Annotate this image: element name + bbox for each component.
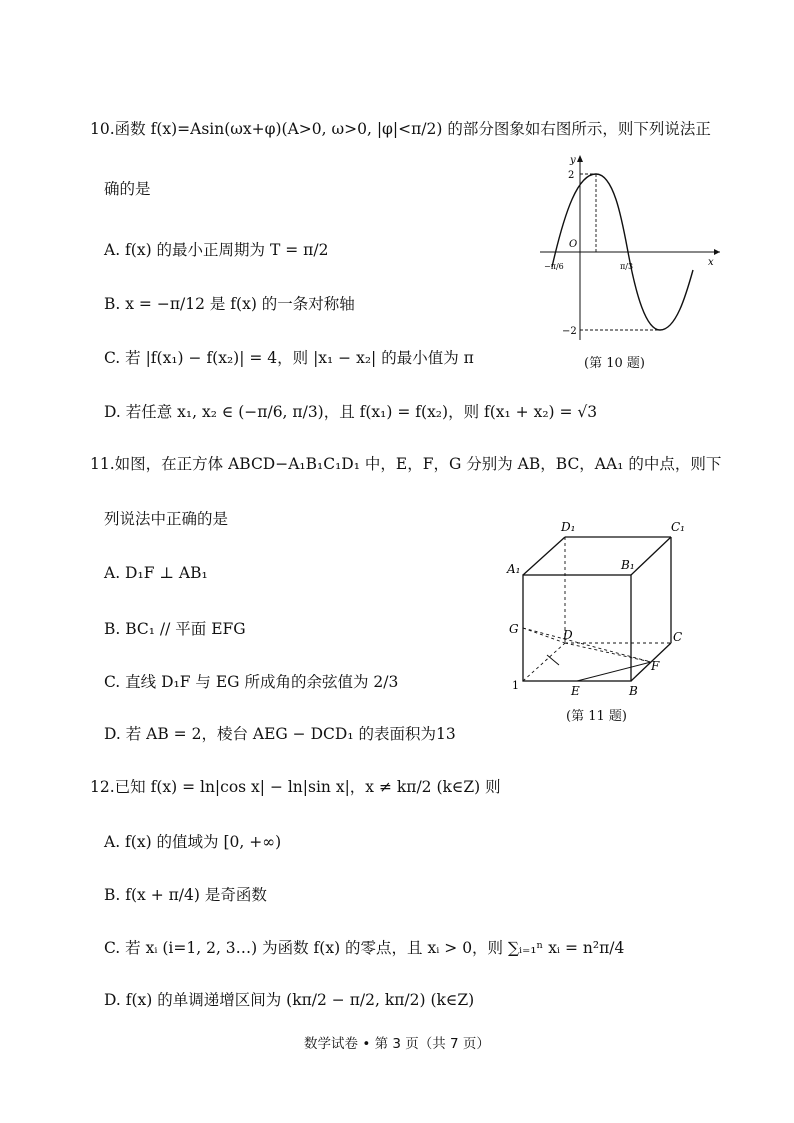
q12-option-d: D. f(x) 的单调递增区间为 (kπ/2 − π/2, kπ/2) (k∈Z)	[104, 991, 475, 1009]
q11-line-gd	[523, 628, 565, 643]
q11-stem-line2: 列说法中正确的是	[104, 510, 229, 528]
q11-label-e: E	[571, 684, 580, 698]
q10-option-c: C. 若 |f(x₁) − f(x₂)| = 4，则 |x₁ − x₂| 的最小值为 π	[104, 349, 474, 367]
q11-edge-a1d1	[523, 537, 565, 575]
q12-option-b: B. f(x + π/4) 是奇函数	[104, 886, 267, 904]
q11-option-b: B. BC₁ // 平面 EFG	[104, 620, 246, 638]
q10-origin-label: O	[569, 239, 578, 250]
q11-label-d1: D₁	[561, 520, 576, 534]
q10-ymax-label: 2	[568, 170, 575, 181]
q10-option-a: A. f(x) 的最小正周期为 T = π/2	[104, 241, 329, 259]
q12-stem: 12.已知 f(x) = ln|cos x| − ln|sin x|，x ≠ kπ/2 (k∈Z) 则	[90, 778, 501, 796]
q10-stem-line1: 10.函数 f(x)=Asin(ωx+φ)(A>0, ω>0, |φ|<π/2) 的部分图象如右图所示，则下列说法正	[90, 120, 711, 138]
q11-front-face	[523, 575, 631, 681]
q10-option-d: D. 若任意 x₁, x₂ ∈ (−π/6, π/3)，且 f(x₁) = f(x₂)，则 f(x₁ + x₂) = √3	[104, 403, 598, 421]
q11-hidden-ad	[523, 643, 565, 681]
q10-stem-line2: 确的是	[104, 180, 151, 198]
q10-option-b: B. x = −π/12 是 f(x) 的一条对称轴	[104, 295, 355, 313]
q11-label-b1: B₁	[621, 558, 635, 572]
q11-label-b: B	[629, 684, 638, 698]
q11-figure-caption: (第 11 题)	[566, 709, 627, 724]
q11-label-g: G	[509, 622, 519, 636]
page-footer: 数学试卷 • 第 3 页（共 7 页）	[304, 1036, 490, 1052]
q10-xright-label: π/3	[620, 262, 634, 271]
q10-x-label: x	[708, 257, 714, 268]
q10-x-arrow-icon	[714, 249, 720, 255]
q11-line-gf	[523, 628, 651, 662]
q10-sine-graph	[530, 145, 730, 375]
q10-figure-caption: (第 10 题)	[584, 356, 645, 371]
q11-line-eg	[547, 655, 559, 665]
q11-label-a: 1	[512, 679, 519, 692]
q10-xleft-label: −π/6	[544, 262, 564, 271]
q10-y-arrow-icon	[577, 155, 583, 162]
q11-line-ef	[577, 662, 651, 681]
q11-option-a: A. D₁F ⊥ AB₁	[104, 564, 208, 582]
q11-line-df	[565, 643, 651, 662]
q11-stem-line1: 11.如图，在正方体 ABCD−A₁B₁C₁D₁ 中，E，F，G 分别为 AB，BC，AA₁ 的中点，则下	[90, 455, 722, 473]
q10-ymin-label: −2	[562, 326, 577, 337]
q11-label-d: D	[563, 628, 573, 642]
q11-option-c: C. 直线 D₁F 与 EG 所成角的余弦值为 2/3	[104, 673, 399, 691]
q11-label-c: C	[673, 630, 683, 644]
q11-cube-figure	[505, 515, 705, 705]
q12-option-a: A. f(x) 的值域为 [0, +∞)	[104, 833, 282, 851]
q11-option-d: D. 若 AB = 2，棱台 AEG − DCD₁ 的表面积为13	[104, 725, 456, 743]
q10-y-label: y	[570, 155, 576, 166]
q11-label-f: F	[651, 659, 660, 673]
q11-label-c1: C₁	[671, 520, 685, 534]
q12-option-c: C. 若 xᵢ (i=1, 2, 3…) 为函数 f(x) 的零点，且 xᵢ > 0，则 ∑ᵢ₌₁ⁿ xᵢ = n²π/4	[104, 939, 625, 957]
q11-label-a1: A₁	[507, 562, 521, 576]
q11-edge-b1c1	[631, 537, 671, 575]
